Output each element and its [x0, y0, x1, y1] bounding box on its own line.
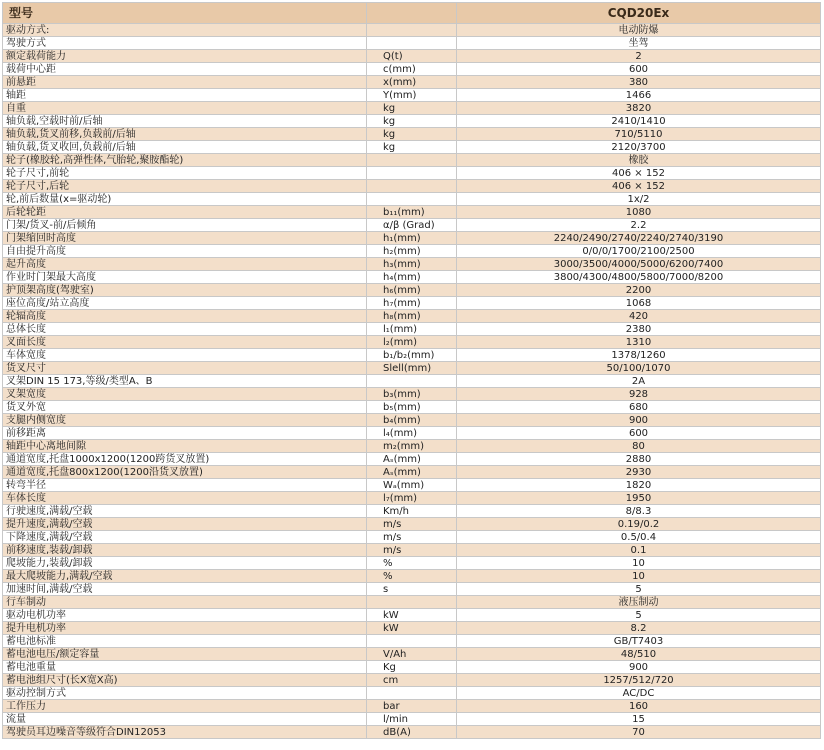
spec-unit: h₈(mm)	[367, 310, 457, 323]
table-row	[3, 297, 821, 310]
spec-value: 坐驾	[457, 37, 821, 50]
spec-unit: kg	[367, 102, 457, 115]
spec-unit: h₃(mm)	[367, 258, 457, 271]
spec-value: 680	[457, 401, 821, 414]
spec-unit	[367, 154, 457, 167]
spec-unit: b₃(mm)	[367, 388, 457, 401]
spec-unit: Q(t)	[367, 50, 457, 63]
spec-unit: kg	[367, 128, 457, 141]
spec-unit: l/min	[367, 713, 457, 726]
spec-unit: m/s	[367, 531, 457, 544]
spec-name: 最大爬坡能力,满载/空载	[3, 570, 367, 583]
spec-value: 1820	[457, 479, 821, 492]
spec-name: 驱动电机功率	[3, 609, 367, 622]
spec-value: 406 × 152	[457, 180, 821, 193]
table-row	[3, 206, 821, 219]
spec-unit: α/β (Grad)	[367, 219, 457, 232]
spec-value: 710/5110	[457, 128, 821, 141]
spec-unit	[367, 37, 457, 50]
spec-name: 轴负载,空载时前/后轴	[3, 115, 367, 128]
table-row	[3, 583, 821, 596]
table-row	[3, 492, 821, 505]
spec-value: 液压制动	[457, 596, 821, 609]
spec-name: 起升高度	[3, 258, 367, 271]
spec-unit: %	[367, 557, 457, 570]
spec-value: 1080	[457, 206, 821, 219]
table-row	[3, 167, 821, 180]
spec-value: 3820	[457, 102, 821, 115]
spec-name: 作业时门架最大高度	[3, 271, 367, 284]
spec-value: 5	[457, 609, 821, 622]
spec-unit: l₄(mm)	[367, 427, 457, 440]
spec-unit: b₄(mm)	[367, 414, 457, 427]
spec-name: 行车制动	[3, 596, 367, 609]
table-row	[3, 596, 821, 609]
spec-value: 10	[457, 570, 821, 583]
spec-unit: h₂(mm)	[367, 245, 457, 258]
spec-unit: %	[367, 570, 457, 583]
spec-name: 轴距	[3, 89, 367, 102]
table-row	[3, 661, 821, 674]
table-row	[3, 271, 821, 284]
spec-value: 2930	[457, 466, 821, 479]
spec-name: 额定载荷能力	[3, 50, 367, 63]
table-row	[3, 180, 821, 193]
spec-value: 600	[457, 427, 821, 440]
spec-unit	[367, 180, 457, 193]
table-row	[3, 414, 821, 427]
spec-value: 橡胶	[457, 154, 821, 167]
spec-unit: l₂(mm)	[367, 336, 457, 349]
spec-unit: h₁(mm)	[367, 232, 457, 245]
spec-unit: b₅(mm)	[367, 401, 457, 414]
table-row	[3, 89, 821, 102]
table-row	[3, 453, 821, 466]
spec-name: 自由提升高度	[3, 245, 367, 258]
spec-name: 轮,前后数量(x=驱动轮)	[3, 193, 367, 206]
spec-unit: bar	[367, 700, 457, 713]
spec-value: 0/0/0/1700/2100/2500	[457, 245, 821, 258]
table-row	[3, 310, 821, 323]
spec-value: 3000/3500/4000/5000/6200/7400	[457, 258, 821, 271]
spec-value: 1466	[457, 89, 821, 102]
spec-name: 座位高度/站立高度	[3, 297, 367, 310]
spec-unit	[367, 687, 457, 700]
spec-unit: h₆(mm)	[367, 284, 457, 297]
header-row	[3, 3, 821, 24]
spec-table	[2, 2, 821, 739]
spec-unit	[367, 375, 457, 388]
table-row	[3, 102, 821, 115]
table-row	[3, 245, 821, 258]
spec-name: 蓄电池重量	[3, 661, 367, 674]
spec-value: 900	[457, 414, 821, 427]
spec-name: 叉架DIN 15 173,等级/类型A、B	[3, 375, 367, 388]
spec-value: 80	[457, 440, 821, 453]
spec-unit: Slell(mm)	[367, 362, 457, 375]
table-row	[3, 713, 821, 726]
spec-value: 5	[457, 583, 821, 596]
table-row	[3, 440, 821, 453]
spec-name: 自重	[3, 102, 367, 115]
table-row	[3, 687, 821, 700]
spec-unit: cm	[367, 674, 457, 687]
spec-name: 轮辐高度	[3, 310, 367, 323]
spec-unit	[367, 24, 457, 37]
table-row	[3, 466, 821, 479]
spec-unit: kg	[367, 141, 457, 154]
spec-name: 转弯半径	[3, 479, 367, 492]
spec-name: 车体长度	[3, 492, 367, 505]
table-row	[3, 362, 821, 375]
spec-value: 8.2	[457, 622, 821, 635]
table-row	[3, 258, 821, 271]
spec-value: 70	[457, 726, 821, 739]
spec-name: 货叉尺寸	[3, 362, 367, 375]
spec-unit: Y(mm)	[367, 89, 457, 102]
spec-unit: kW	[367, 609, 457, 622]
spec-value: 2A	[457, 375, 821, 388]
spec-name: 总体长度	[3, 323, 367, 336]
spec-value: 15	[457, 713, 821, 726]
spec-name: 通道宽度,托盘1000x1200(1200跨货叉放置)	[3, 453, 367, 466]
spec-value: 2240/2490/2740/2240/2740/3190	[457, 232, 821, 245]
spec-name: 门架/货叉-前/后倾角	[3, 219, 367, 232]
spec-name: 叉面长度	[3, 336, 367, 349]
spec-unit: kW	[367, 622, 457, 635]
header-model-label: 型号	[3, 3, 367, 24]
spec-value: 2	[457, 50, 821, 63]
table-row	[3, 63, 821, 76]
table-row	[3, 37, 821, 50]
table-row	[3, 128, 821, 141]
spec-unit: Aₛ(mm)	[367, 453, 457, 466]
table-row	[3, 648, 821, 661]
spec-name: 轴负载,货叉收回,负载前/后轴	[3, 141, 367, 154]
spec-value: 420	[457, 310, 821, 323]
spec-name: 工作压力	[3, 700, 367, 713]
spec-unit: x(mm)	[367, 76, 457, 89]
spec-unit: dB(A)	[367, 726, 457, 739]
table-row	[3, 388, 821, 401]
spec-name: 轮子尺寸,前轮	[3, 167, 367, 180]
spec-name: 前悬距	[3, 76, 367, 89]
table-row	[3, 700, 821, 713]
table-row	[3, 622, 821, 635]
table-row	[3, 375, 821, 388]
spec-name: 驾驶员耳边噪音等级符合DIN12053	[3, 726, 367, 739]
spec-name: 轮子尺寸,后轮	[3, 180, 367, 193]
spec-value: 2.2	[457, 219, 821, 232]
spec-name: 前移速度,装载/卸载	[3, 544, 367, 557]
table-row	[3, 349, 821, 362]
spec-unit: l₇(mm)	[367, 492, 457, 505]
spec-unit: m/s	[367, 544, 457, 557]
table-row	[3, 609, 821, 622]
spec-value: 928	[457, 388, 821, 401]
table-row	[3, 427, 821, 440]
table-row	[3, 570, 821, 583]
table-row	[3, 232, 821, 245]
spec-value: 2200	[457, 284, 821, 297]
spec-value: 2410/1410	[457, 115, 821, 128]
spec-value: 1950	[457, 492, 821, 505]
spec-unit: b₁/b₂(mm)	[367, 349, 457, 362]
spec-name: 后轮轮距	[3, 206, 367, 219]
spec-unit: kg	[367, 115, 457, 128]
table-row	[3, 115, 821, 128]
spec-value: 48/510	[457, 648, 821, 661]
spec-name: 蓄电池组尺寸(长X宽X高)	[3, 674, 367, 687]
spec-unit: s	[367, 583, 457, 596]
spec-value: 2880	[457, 453, 821, 466]
table-row	[3, 505, 821, 518]
table-row	[3, 674, 821, 687]
table-row	[3, 76, 821, 89]
spec-value: 1068	[457, 297, 821, 310]
table-row	[3, 557, 821, 570]
spec-name: 提升速度,满载/空载	[3, 518, 367, 531]
spec-unit	[367, 167, 457, 180]
spec-name: 货叉外宽	[3, 401, 367, 414]
spec-name: 前移距离	[3, 427, 367, 440]
spec-name: 载荷中心距	[3, 63, 367, 76]
spec-value: 0.5/0.4	[457, 531, 821, 544]
spec-unit: c(mm)	[367, 63, 457, 76]
table-row	[3, 518, 821, 531]
spec-name: 通道宽度,托盘800x1200(1200沿货叉放置)	[3, 466, 367, 479]
spec-rows	[3, 24, 821, 739]
spec-unit	[367, 596, 457, 609]
spec-value: 3800/4300/4800/5800/7000/8200	[457, 271, 821, 284]
spec-unit: b₁₁(mm)	[367, 206, 457, 219]
table-row	[3, 336, 821, 349]
header-unit	[367, 3, 457, 24]
spec-value: 0.1	[457, 544, 821, 557]
spec-value: 1310	[457, 336, 821, 349]
spec-name: 叉架宽度	[3, 388, 367, 401]
spec-name: 行驶速度,满载/空载	[3, 505, 367, 518]
table-row	[3, 154, 821, 167]
table-row	[3, 193, 821, 206]
spec-unit: Kg	[367, 661, 457, 674]
spec-value: 1378/1260	[457, 349, 821, 362]
spec-name: 轴负载,货叉前移,负载前/后轴	[3, 128, 367, 141]
spec-unit: h₇(mm)	[367, 297, 457, 310]
spec-name: 轴距中心离地间隙	[3, 440, 367, 453]
spec-value: AC/DC	[457, 687, 821, 700]
spec-unit: V/Ah	[367, 648, 457, 661]
table-row	[3, 219, 821, 232]
table-row	[3, 401, 821, 414]
spec-name: 支腿内侧宽度	[3, 414, 367, 427]
spec-name: 下降速度,满载/空载	[3, 531, 367, 544]
spec-value: 10	[457, 557, 821, 570]
spec-value: 1257/512/720	[457, 674, 821, 687]
spec-value: 600	[457, 63, 821, 76]
spec-unit: m₂(mm)	[367, 440, 457, 453]
spec-value: 1x/2	[457, 193, 821, 206]
spec-value: 0.19/0.2	[457, 518, 821, 531]
spec-name: 加速时间,满载/空载	[3, 583, 367, 596]
table-row	[3, 323, 821, 336]
spec-name: 门架缩回时高度	[3, 232, 367, 245]
spec-name: 流量	[3, 713, 367, 726]
spec-unit	[367, 193, 457, 206]
spec-value: 406 × 152	[457, 167, 821, 180]
spec-unit: Wₐ(mm)	[367, 479, 457, 492]
spec-name: 车体宽度	[3, 349, 367, 362]
table-row	[3, 531, 821, 544]
spec-name: 护顶架高度(驾驶室)	[3, 284, 367, 297]
spec-value: 8/8.3	[457, 505, 821, 518]
spec-sheet	[2, 2, 820, 739]
spec-unit: l₁(mm)	[367, 323, 457, 336]
spec-value: 900	[457, 661, 821, 674]
spec-name: 驱动方式:	[3, 24, 367, 37]
table-row	[3, 726, 821, 739]
spec-name: 蓄电池电压/额定容量	[3, 648, 367, 661]
spec-unit: h₄(mm)	[367, 271, 457, 284]
spec-unit	[367, 635, 457, 648]
table-row	[3, 479, 821, 492]
table-row	[3, 544, 821, 557]
table-row	[3, 141, 821, 154]
spec-value: GB/T7403	[457, 635, 821, 648]
table-row	[3, 635, 821, 648]
table-row	[3, 50, 821, 63]
spec-value: 电动防爆	[457, 24, 821, 37]
spec-value: 50/100/1070	[457, 362, 821, 375]
spec-value: 2380	[457, 323, 821, 336]
header-model-value: CQD20Ex	[457, 3, 821, 24]
spec-unit: Km/h	[367, 505, 457, 518]
spec-name: 驾驶方式	[3, 37, 367, 50]
spec-name: 驱动控制方式	[3, 687, 367, 700]
table-row	[3, 24, 821, 37]
spec-value: 380	[457, 76, 821, 89]
spec-name: 轮子(橡胶轮,高弹性体,气胎轮,聚胺酯轮)	[3, 154, 367, 167]
table-row	[3, 284, 821, 297]
spec-unit: Aₛ(mm)	[367, 466, 457, 479]
spec-name: 提升电机功率	[3, 622, 367, 635]
spec-unit: m/s	[367, 518, 457, 531]
spec-value: 160	[457, 700, 821, 713]
spec-value: 2120/3700	[457, 141, 821, 154]
spec-name: 爬坡能力,装载/卸载	[3, 557, 367, 570]
spec-name: 蓄电池标准	[3, 635, 367, 648]
